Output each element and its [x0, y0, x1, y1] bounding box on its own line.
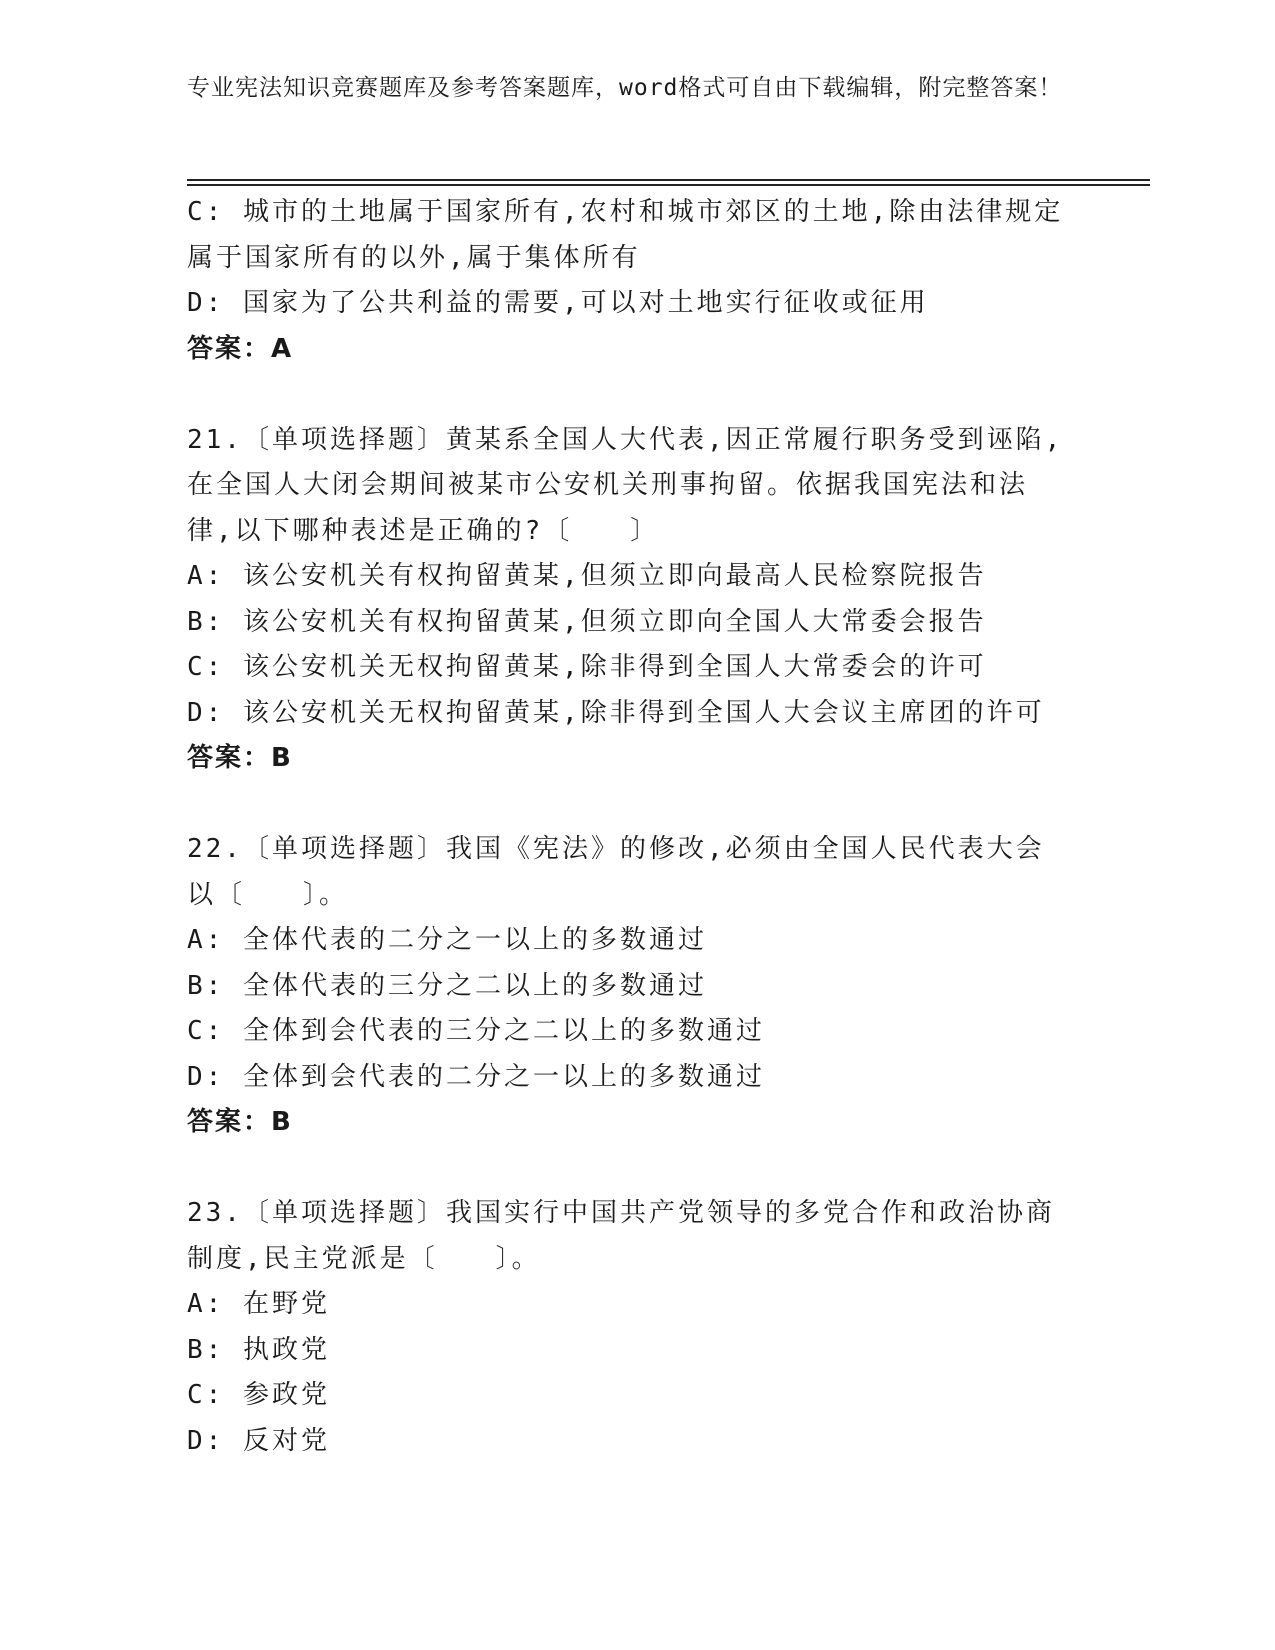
question-23-stem: 23.〔单项选择题〕我国实行中国共产党领导的多党合作和政治协商制度,民主党派是〔 〕。: [187, 1198, 1055, 1274]
question-22-option-a: A: 全体代表的二分之一以上的多数通过: [187, 925, 707, 955]
question-23-option-b: B: 执政党: [187, 1334, 330, 1365]
spacer: [187, 372, 1087, 418]
question-21-option-a: A: 该公安机关有权拘留黄某,但须立即向最高人民检察院报告: [187, 561, 987, 591]
header-divider-bottom: [187, 184, 1150, 186]
question-list: [187, 190, 1087, 1464]
question-21-answer: 答案：B: [187, 743, 293, 773]
question-21-option-c: C: 该公安机关无权拘留黄某,除非得到全国人大常委会的许可: [187, 652, 987, 682]
question-22-option-c: C: 全体到会代表的三分之二以上的多数通过: [187, 1016, 765, 1046]
spacer: [187, 782, 1087, 828]
option-c: C: 城市的土地属于国家所有,农村和城市郊区的土地,除由法律规定属于国家所有的以外,属于集体所有: [187, 197, 1064, 273]
question-21-stem: 21.〔单项选择题〕黄某系全国人大代表,因正常履行职务受到诬陷,在全国人大闭会期间被某市公安机关刑事拘留。依据我国宪法和法律,以下哪种表述是正确的?〔 〕: [187, 424, 1064, 546]
question-23-option-c: C: 参政党: [187, 1380, 330, 1410]
question-21-option-b: B: 该公安机关有权拘留黄某,但须立即向全国人大常委会报告: [187, 606, 987, 637]
answer-line: 答案：A: [187, 333, 294, 364]
question-22-option-b: B: 全体代表的三分之二以上的多数通过: [187, 970, 707, 1001]
page-header: 专业宪法知识竞赛题库及参考答案题库，word格式可自由下载编辑，附完整答案！: [187, 75, 1063, 101]
question-22-answer: 答案：B: [187, 1107, 293, 1137]
question-22-stem: 22.〔单项选择题〕我国《宪法》的修改,必须由全国人民代表大会以〔 〕。: [187, 834, 1045, 910]
header-divider-top: [187, 179, 1150, 181]
spacer: [187, 1146, 1087, 1192]
option-d: D: 国家为了公共利益的需要,可以对土地实行征收或征用: [187, 288, 929, 318]
question-22-option-d: D: 全体到会代表的二分之一以上的多数通过: [187, 1061, 765, 1092]
question-23-option-d: D: 反对党: [187, 1425, 330, 1456]
question-23-option-a: A: 在野党: [187, 1289, 330, 1319]
question-21-option-d: D: 该公安机关无权拘留黄某,除非得到全国人大会议主席团的许可: [187, 697, 1045, 728]
